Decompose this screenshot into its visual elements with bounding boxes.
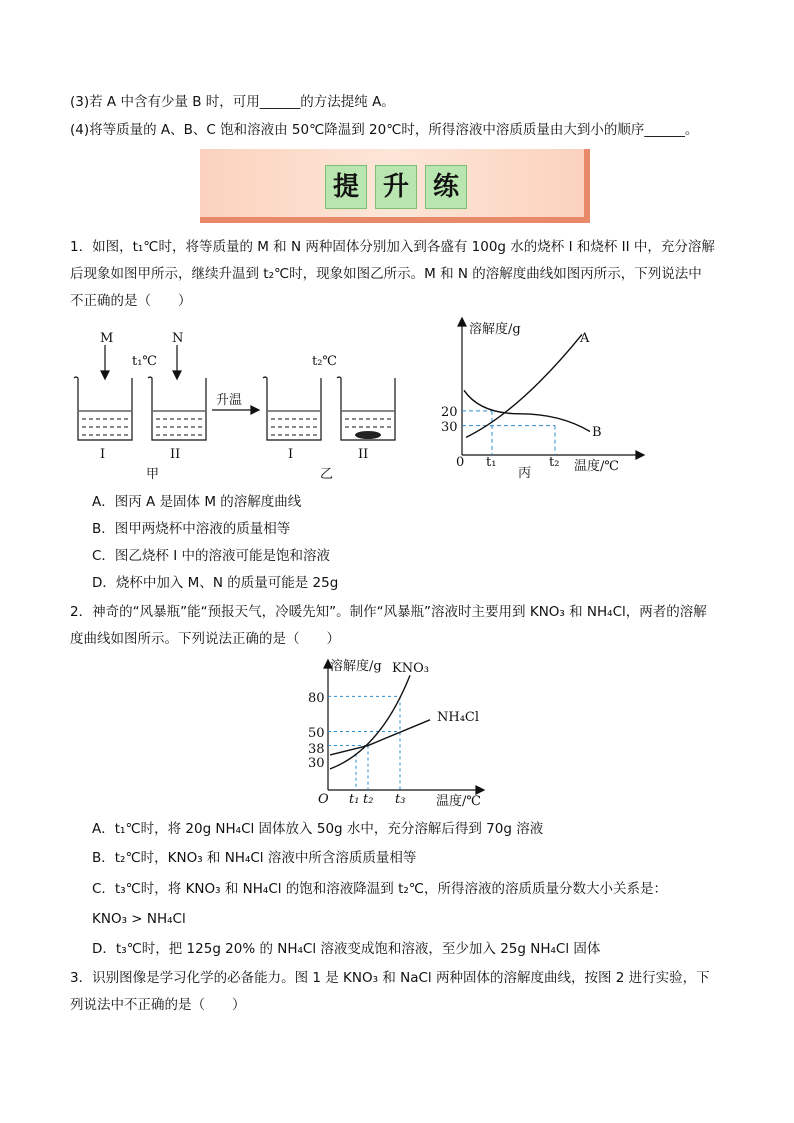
chart2-series-NH4Cl-label: NH₄Cl — [437, 710, 480, 725]
chart1-ytick-30: 20 — [441, 405, 458, 420]
chart2-xtick-t2: t₂ — [363, 792, 374, 807]
chart1-xlabel: 温度/℃ — [574, 459, 619, 474]
q1-option-B: B．图甲两烧杯中溶液的质量相等 — [92, 521, 291, 537]
caption-jia: 甲 — [146, 467, 160, 482]
q1-option-C: C．图乙烧杯 I 中的溶液可能是饱和溶液 — [92, 548, 330, 564]
chart2-xtick-t1: t₁ — [349, 792, 360, 807]
q2-option-D: D．t₃℃时，把 125g 20% 的 NH₄Cl 溶液变成饱和溶液，至少加入 25g NH₄Cl 固体 — [92, 941, 601, 957]
label-M: M — [100, 331, 114, 346]
beaker-4-label: II — [358, 447, 369, 462]
label-N: N — [172, 331, 184, 346]
chart1-xtick-t1: t₁ — [486, 455, 497, 470]
chart1-origin: 0 — [456, 455, 465, 470]
q2-stem-line-2: 度曲线如图所示。下列说法正确的是（ ） — [70, 631, 340, 647]
q2-option-B: B．t₂℃时，KNO₃ 和 NH₄Cl 溶液中所含溶质质量相等 — [92, 850, 417, 866]
q3-stem-line-2: 列说法中不正确的是（ ） — [70, 997, 246, 1013]
chart2-ytick-80: 80 — [308, 691, 325, 706]
chart1-ylabel: 溶解度/g — [469, 322, 521, 337]
caption-yi: 乙 — [320, 467, 334, 482]
chart2-ylabel: 溶解度/g — [330, 659, 382, 674]
label-t1: t₁℃ — [132, 354, 157, 369]
question-part-3: (3)若 A 中含有少量 B 时，可用______的方法提纯 A。 — [70, 94, 395, 110]
chart1-ytick-20: 30 — [441, 420, 458, 435]
label-t2: t₂℃ — [312, 354, 337, 369]
chart2-series-KNO3-label: KNO₃ — [392, 661, 429, 676]
chart2-ytick-30: 30 — [308, 756, 325, 771]
chart2-xlabel: 温度/℃ — [436, 794, 481, 809]
x-axis-arrow — [476, 786, 484, 794]
q1-option-A: A．图丙 A 是固体 M 的溶解度曲线 — [92, 494, 302, 510]
chart1-series-B-label: B — [592, 425, 602, 440]
q2-option-A: A．t₁℃时，将 20g NH₄Cl 固体放入 50g 水中，充分溶解后得到 70g 溶液 — [92, 821, 544, 837]
q1-stem-line-3: 不正确的是（ ） — [70, 293, 192, 309]
banner-char-1: 提 — [325, 165, 367, 209]
q1-stem-line-2: 后现象如图甲所示，继续升温到 t₂℃时，现象如图乙所示。M 和 N 的溶解度曲线如图丙所示，下列说法中 — [70, 266, 702, 282]
beaker-3-label: I — [288, 447, 294, 462]
chart2-ytick-50: 50 — [308, 726, 325, 741]
q2-stem-line-1: 2．神奇的“风暴瓶”能“预报天气，冷暖先知”。制作“风暴瓶”溶液时主要用到 KNO₃ 和 NH₄Cl，两者的溶解 — [70, 604, 707, 620]
q3-stem-line-1: 3．识别图像是学习化学的必备能力。图 1 是 KNO₃ 和 NaCl 两种固体的溶解度曲线，按图 2 进行实验，下 — [70, 970, 710, 986]
q1-stem-line-1: 1．如图，t₁℃时，将等质量的 M 和 N 两种固体分别加入到各盛有 100g 水的烧杯 I 和烧杯 II 中，充分溶解 — [70, 239, 715, 255]
question-part-4: (4)将等质量的 A、B、C 饱和溶液由 50℃降温到 20℃时，所得溶液中溶质质量由大到小的顺序______。 — [70, 122, 699, 138]
chart2-origin: O — [318, 792, 329, 807]
curve-NH4Cl — [330, 720, 430, 755]
banner-char-2: 升 — [375, 165, 417, 209]
beaker-2-label: II — [170, 447, 181, 462]
chart2-xtick-t3: t₃ — [395, 792, 406, 807]
q1-option-D: D．烧杯中加入 M、N 的质量可能是 25g — [92, 575, 339, 591]
chart2-ytick-38: 38 — [308, 742, 325, 757]
q2-option-C: C．t₃℃时，将 KNO₃ 和 NH₄Cl 的饱和溶液降温到 t₂℃，所得溶液的溶质质量分数大小关系是： — [92, 881, 667, 897]
chart1-series-A-label: A — [580, 331, 590, 346]
q2-option-C-continued: KNO₃ > NH₄Cl — [92, 911, 186, 927]
curve-KNO3 — [330, 675, 410, 769]
banner-char-3: 练 — [425, 165, 467, 209]
chart1-title: 丙 — [518, 466, 532, 481]
label-heat: 升温 — [216, 393, 243, 408]
chart1-xtick-t2: t₂ — [549, 455, 560, 470]
beaker-1-label: I — [100, 447, 106, 462]
